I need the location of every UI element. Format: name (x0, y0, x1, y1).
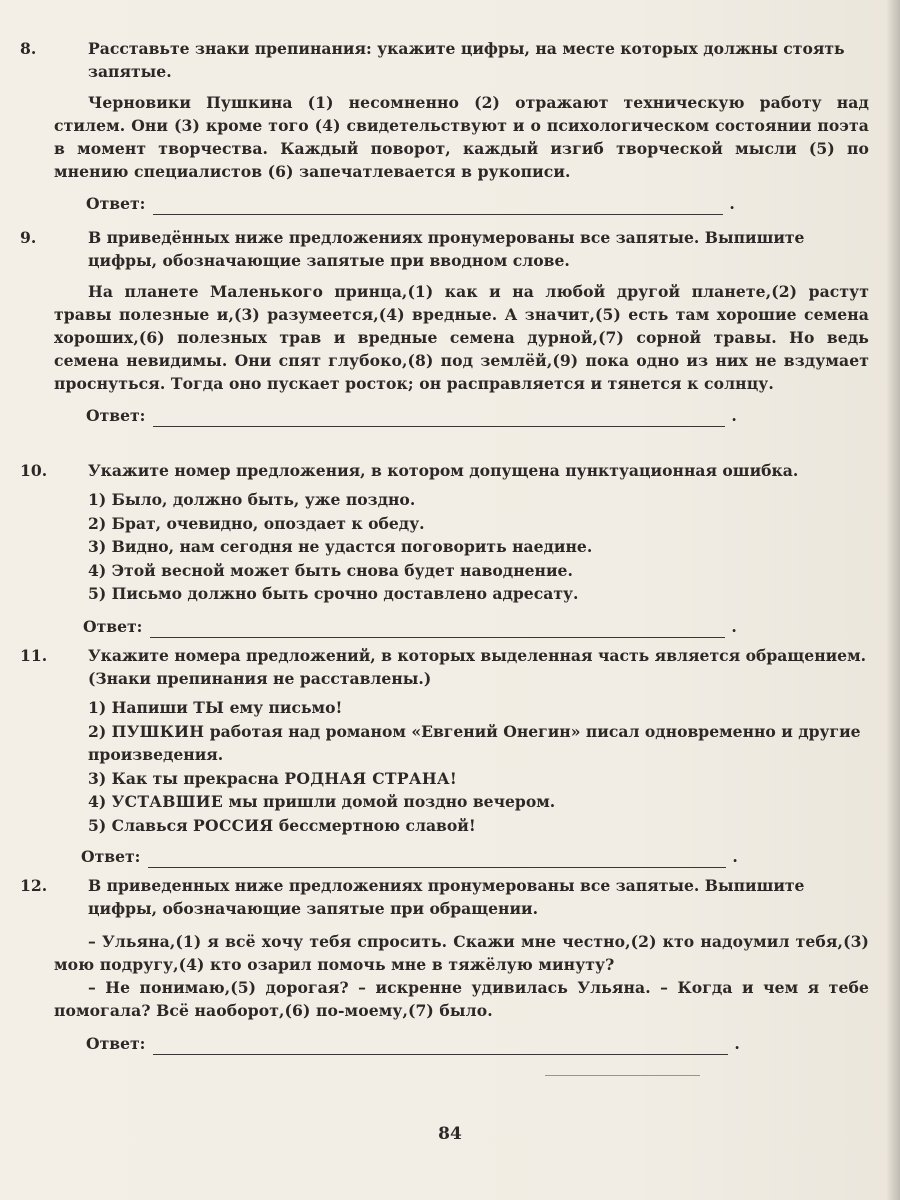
task-11-option-3 (88, 767, 869, 791)
task-10-option-5: 5) Письмо должно быть срочно доставлено адресату. (88, 584, 579, 603)
task-12-question-text: В приведенных ниже предложениях пронумерованы все запятые. Выпишите цифры, обозначающие запятые при обращении. (88, 876, 805, 918)
task-12-answer (54, 1032, 869, 1055)
task-12 (20, 874, 869, 1055)
task-8-answer-label: Ответ: (86, 194, 146, 213)
task-9-answer-line[interactable] (153, 410, 725, 427)
task-11-option-1 (88, 696, 869, 720)
task-10-option-3: 3) Видно, нам сегодня не удастся поговорить наедине. (88, 537, 593, 556)
task-11-question (20, 644, 869, 690)
task-10-option-4: 4) Этой весной может быть снова будет наводнение. (88, 560, 573, 580)
task-11-option-3-post: ! (449, 768, 457, 788)
task-10-question-emphasis: пунктуационная ошибка. (565, 461, 799, 480)
task-8-answer-dot: . (729, 194, 735, 213)
task-11-option-1-highlight: ТЫ (193, 698, 225, 717)
task-11-question-emphasis: обращением. (745, 646, 867, 665)
task-9-question-text: В приведённых ниже предложениях пронумерованы все запятые. Выпишите цифры, обозначающие запятые (88, 228, 805, 270)
page-number: 84 (438, 1124, 462, 1144)
task-8-text: Черновики Пушкина (1) несомненно (2) отражают техническую работу над стилем. Они (3) кроме того (4) свидетельствуют и о психологическом состоянии поэта в момент творчества. Каждый поворот, каждый изгиб творческой мысли (5) по мнению специалистов (6) запечатлевается в рукописи. (54, 93, 869, 181)
task-11-option-4-pre: 4) (88, 792, 112, 811)
task-11-option-1-post: ему письмо! (224, 698, 343, 717)
task-10-option-1: 1) Было, должно быть, уже поздно. (88, 490, 416, 509)
task-10-answer-dot: . (731, 616, 737, 636)
task-8-answer-line[interactable] (153, 198, 723, 215)
task-12-answer-label: Ответ: (86, 1034, 146, 1053)
task-12-answer-dot: . (734, 1034, 740, 1053)
task-12-text-1: – Ульяна,(1) я всё хочу тебя спросить. Скажи мне честно,(2) кто надоумил тебя,(3) мою подругу,(4) кто озарил помочь мне в тяжёлую минуту? (54, 932, 869, 974)
task-11-option-5 (88, 814, 869, 838)
task-11-option-5-pre: 5) Славься (88, 815, 194, 835)
task-9-answer-label: Ответ: (86, 406, 146, 425)
task-11-option-3-highlight: РОДНАЯ СТРАНА (284, 768, 450, 788)
task-11-question-text: Укажите номера предложений, в которых выделенная часть является (88, 646, 741, 665)
task-11-answer (54, 845, 869, 868)
task-9 (20, 226, 869, 427)
task-10-question-text: Укажите номер предложения, в котором допущена (88, 461, 560, 480)
task-8 (20, 37, 869, 215)
task-11-option-3-pre: 3) Как ты прекрасна (88, 768, 285, 788)
task-9-question (20, 226, 869, 272)
task-11-answer-line[interactable] (148, 851, 726, 868)
task-10-answer-label: Ответ: (83, 616, 143, 636)
task-10-number: 10. (20, 461, 48, 480)
bleed-through-divider (545, 1075, 700, 1076)
task-11-option-5-post: бессмертною славой! (273, 815, 476, 835)
task-10-options (88, 488, 869, 606)
task-11-option-2-post: работая над романом «Евгений Онегин» писал одновременно и другие произведения. (88, 721, 861, 764)
task-11-option-2-highlight: ПУШКИН (111, 721, 205, 741)
task-12-answer-line[interactable] (153, 1038, 728, 1055)
task-10-question (20, 459, 869, 482)
task-12-text-2: – Не понимаю,(5) дорогая? – искренне удивилась Ульяна. – Когда и чем я тебе помогала? Всё наоборот,(6) по-моему,(7) было. (54, 978, 869, 1020)
task-9-text: На планете Маленького принца,(1) как и на любой другой планете,(2) растут травы полезные и,(3) разумеется,(4) вредные. А значит,(5) есть там хорошие семена хороших,(6) полезных трав и вредные семена дурной,(7) сорной травы. Но ведь семена невидимы. Они спят глубоко,(8) под землёй,(9) пока одно из них не вздумает проснуться. Тогда оно пускает росток; он расправляется и тянется к солнцу. (54, 282, 869, 393)
task-12-question (20, 874, 869, 920)
task-11 (20, 644, 869, 868)
task-8-question (20, 37, 869, 83)
task-9-answer (54, 404, 869, 427)
task-8-answer (54, 192, 869, 215)
task-11-option-4-highlight: УСТАВШИЕ (111, 792, 224, 811)
task-8-number: 8. (20, 39, 37, 58)
task-11-answer-dot: . (732, 847, 738, 866)
task-8-question-text: Расставьте знаки препинания: укажите цифры, на месте которых должны стоять запятые. (88, 39, 845, 81)
task-10-answer-line[interactable] (150, 621, 725, 638)
task-11-number: 11. (20, 646, 48, 665)
task-10 (20, 459, 869, 638)
task-11-option-5-highlight: РОССИЯ (193, 815, 274, 835)
task-11-options (88, 696, 869, 837)
task-10-option-2: 2) Брат, очевидно, опоздает к обеду. (88, 513, 425, 533)
task-11-option-2 (54, 720, 869, 767)
task-12-number: 12. (20, 876, 48, 895)
task-9-number: 9. (20, 228, 37, 247)
task-11-question-note: (Знаки препинания не расставлены.) (88, 669, 432, 688)
task-9-answer-dot: . (731, 406, 737, 425)
task-9-question-emphasis: при вводном слове. (390, 251, 570, 270)
task-11-option-4 (88, 790, 869, 814)
task-11-option-2-pre: 2) (88, 721, 112, 741)
task-11-option-4-post: мы пришли домой поздно вечером. (223, 792, 556, 811)
task-10-answer (54, 615, 869, 638)
task-11-option-1-pre: 1) Напиши (88, 698, 194, 717)
task-11-answer-label: Ответ: (81, 847, 141, 866)
